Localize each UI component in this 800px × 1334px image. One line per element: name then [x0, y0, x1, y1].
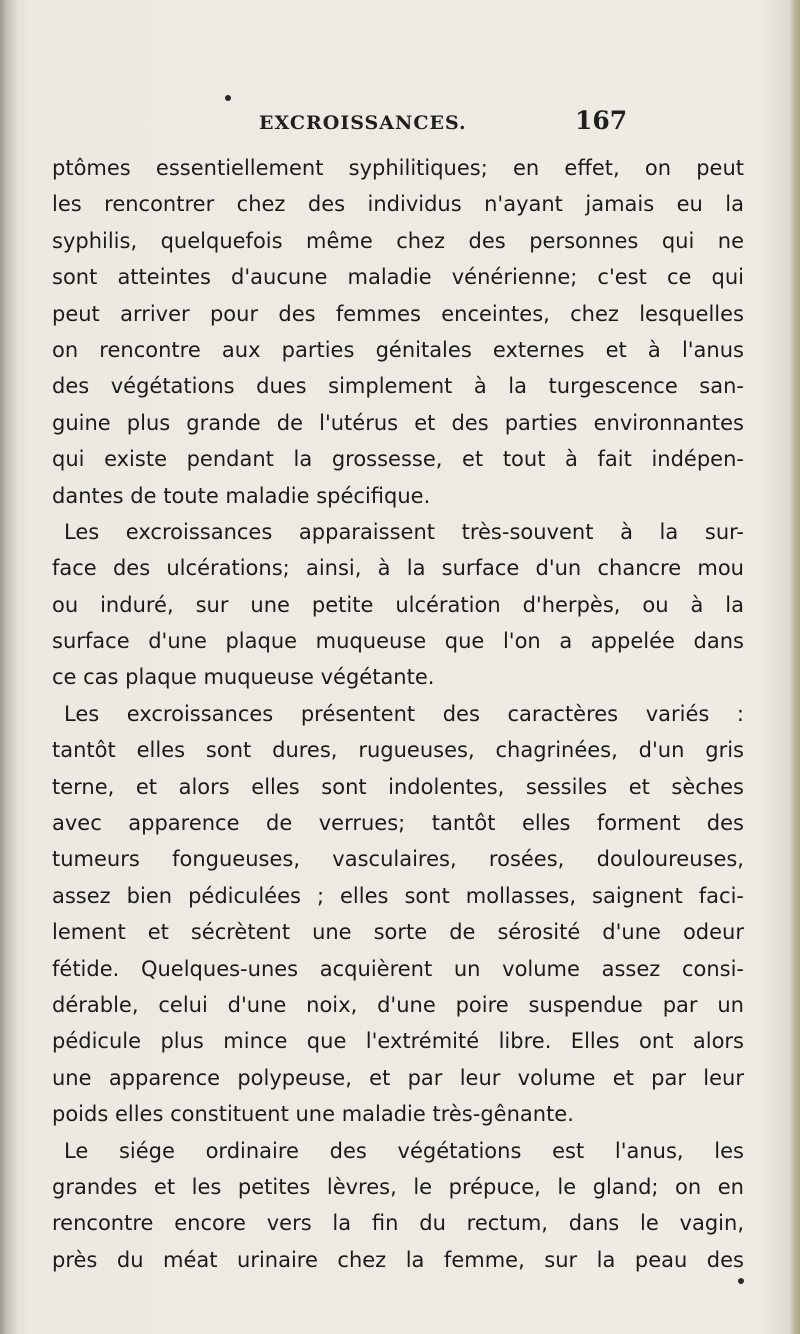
- running-head: [0, 102, 800, 142]
- text-line: on rencontre aux parties génitales externes et à l'anus: [52, 337, 744, 362]
- body-text: [52, 150, 744, 1278]
- text-line: ptômes essentiellement syphilitiques; en effet, on peut: [52, 156, 744, 180]
- page-number: 167: [575, 106, 628, 135]
- text-line: guine plus grande de l'utérus et des parties environnantes: [52, 410, 744, 435]
- text-line: près du méat urinaire chez la femme, sur la peau des: [52, 1247, 744, 1272]
- text-line: fétide. Quelques-unes acquièrent un volume assez consi-: [52, 956, 744, 981]
- printing-speck: [225, 95, 231, 101]
- text-line: pédicule plus mince que l'extrémité libre. Elles ont alors: [52, 1029, 744, 1054]
- text-line: avec apparence de verrues; tantôt elles forment des: [52, 811, 744, 836]
- text-line: peut arriver pour des femmes enceintes, chez lesquelles: [52, 301, 744, 326]
- text-line: tumeurs fongueuses, vasculaires, rosées, douloureuses,: [52, 847, 744, 872]
- printing-speck: [738, 1278, 744, 1284]
- text-line: poids elles constituent une maladie très-gênante.: [52, 1102, 574, 1127]
- page-gutter-shadow: [0, 0, 18, 1334]
- text-line: syphilis, quelquefois même chez des personnes qui ne: [52, 228, 744, 253]
- text-line: surface d'une plaque muqueuse que l'on a appelée dans: [52, 629, 744, 654]
- text-line: sont atteintes d'aucune maladie vénérienne; c'est ce qui: [52, 265, 744, 290]
- text-line: assez bien pédiculées ; elles sont mollasses, saignent faci-: [52, 883, 744, 908]
- text-line: rencontre encore vers la fin du rectum, dans le vagin,: [52, 1211, 744, 1236]
- text-line: des végétations dues simplement à la turgescence san-: [52, 374, 744, 399]
- text-line: tantôt elles sont dures, rugueuses, chagrinées, d'un gris: [52, 738, 744, 763]
- text-line: ou induré, sur une petite ulcération d'herpès, ou à la: [52, 592, 744, 617]
- text-line: lement et sécrètent une sorte de sérosité d'une odeur: [52, 920, 744, 945]
- text-line: ce cas plaque muqueuse végétante.: [52, 665, 435, 690]
- text-line: une apparence polypeuse, et par leur volume et par leur: [52, 1065, 744, 1090]
- page-edge: [790, 0, 800, 1334]
- text-line: qui existe pendant la grossesse, et tout à fait indépen-: [52, 447, 744, 472]
- text-line: dantes de toute maladie spécifique.: [52, 483, 431, 508]
- text-line: Le siége ordinaire des végétations est l'anus, les: [64, 1138, 744, 1163]
- text-line: terne, et alors elles sont indolentes, sessiles et sèches: [52, 774, 744, 799]
- text-line: Les excroissances apparaissent très-souvent à la sur-: [64, 519, 744, 544]
- text-line: Les excroissances présentent des caractères variés :: [64, 701, 744, 726]
- running-title: EXCROISSANCES.: [259, 112, 467, 134]
- text-line: grandes et les petites lèvres, le prépuce, le gland; on en: [52, 1174, 744, 1199]
- text-line: face des ulcérations; ainsi, à la surface d'un chancre mou: [52, 556, 744, 581]
- text-line: les rencontrer chez des individus n'ayant jamais eu la: [52, 192, 744, 217]
- text-line: dérable, celui d'une noix, d'une poire suspendue par un: [52, 992, 744, 1017]
